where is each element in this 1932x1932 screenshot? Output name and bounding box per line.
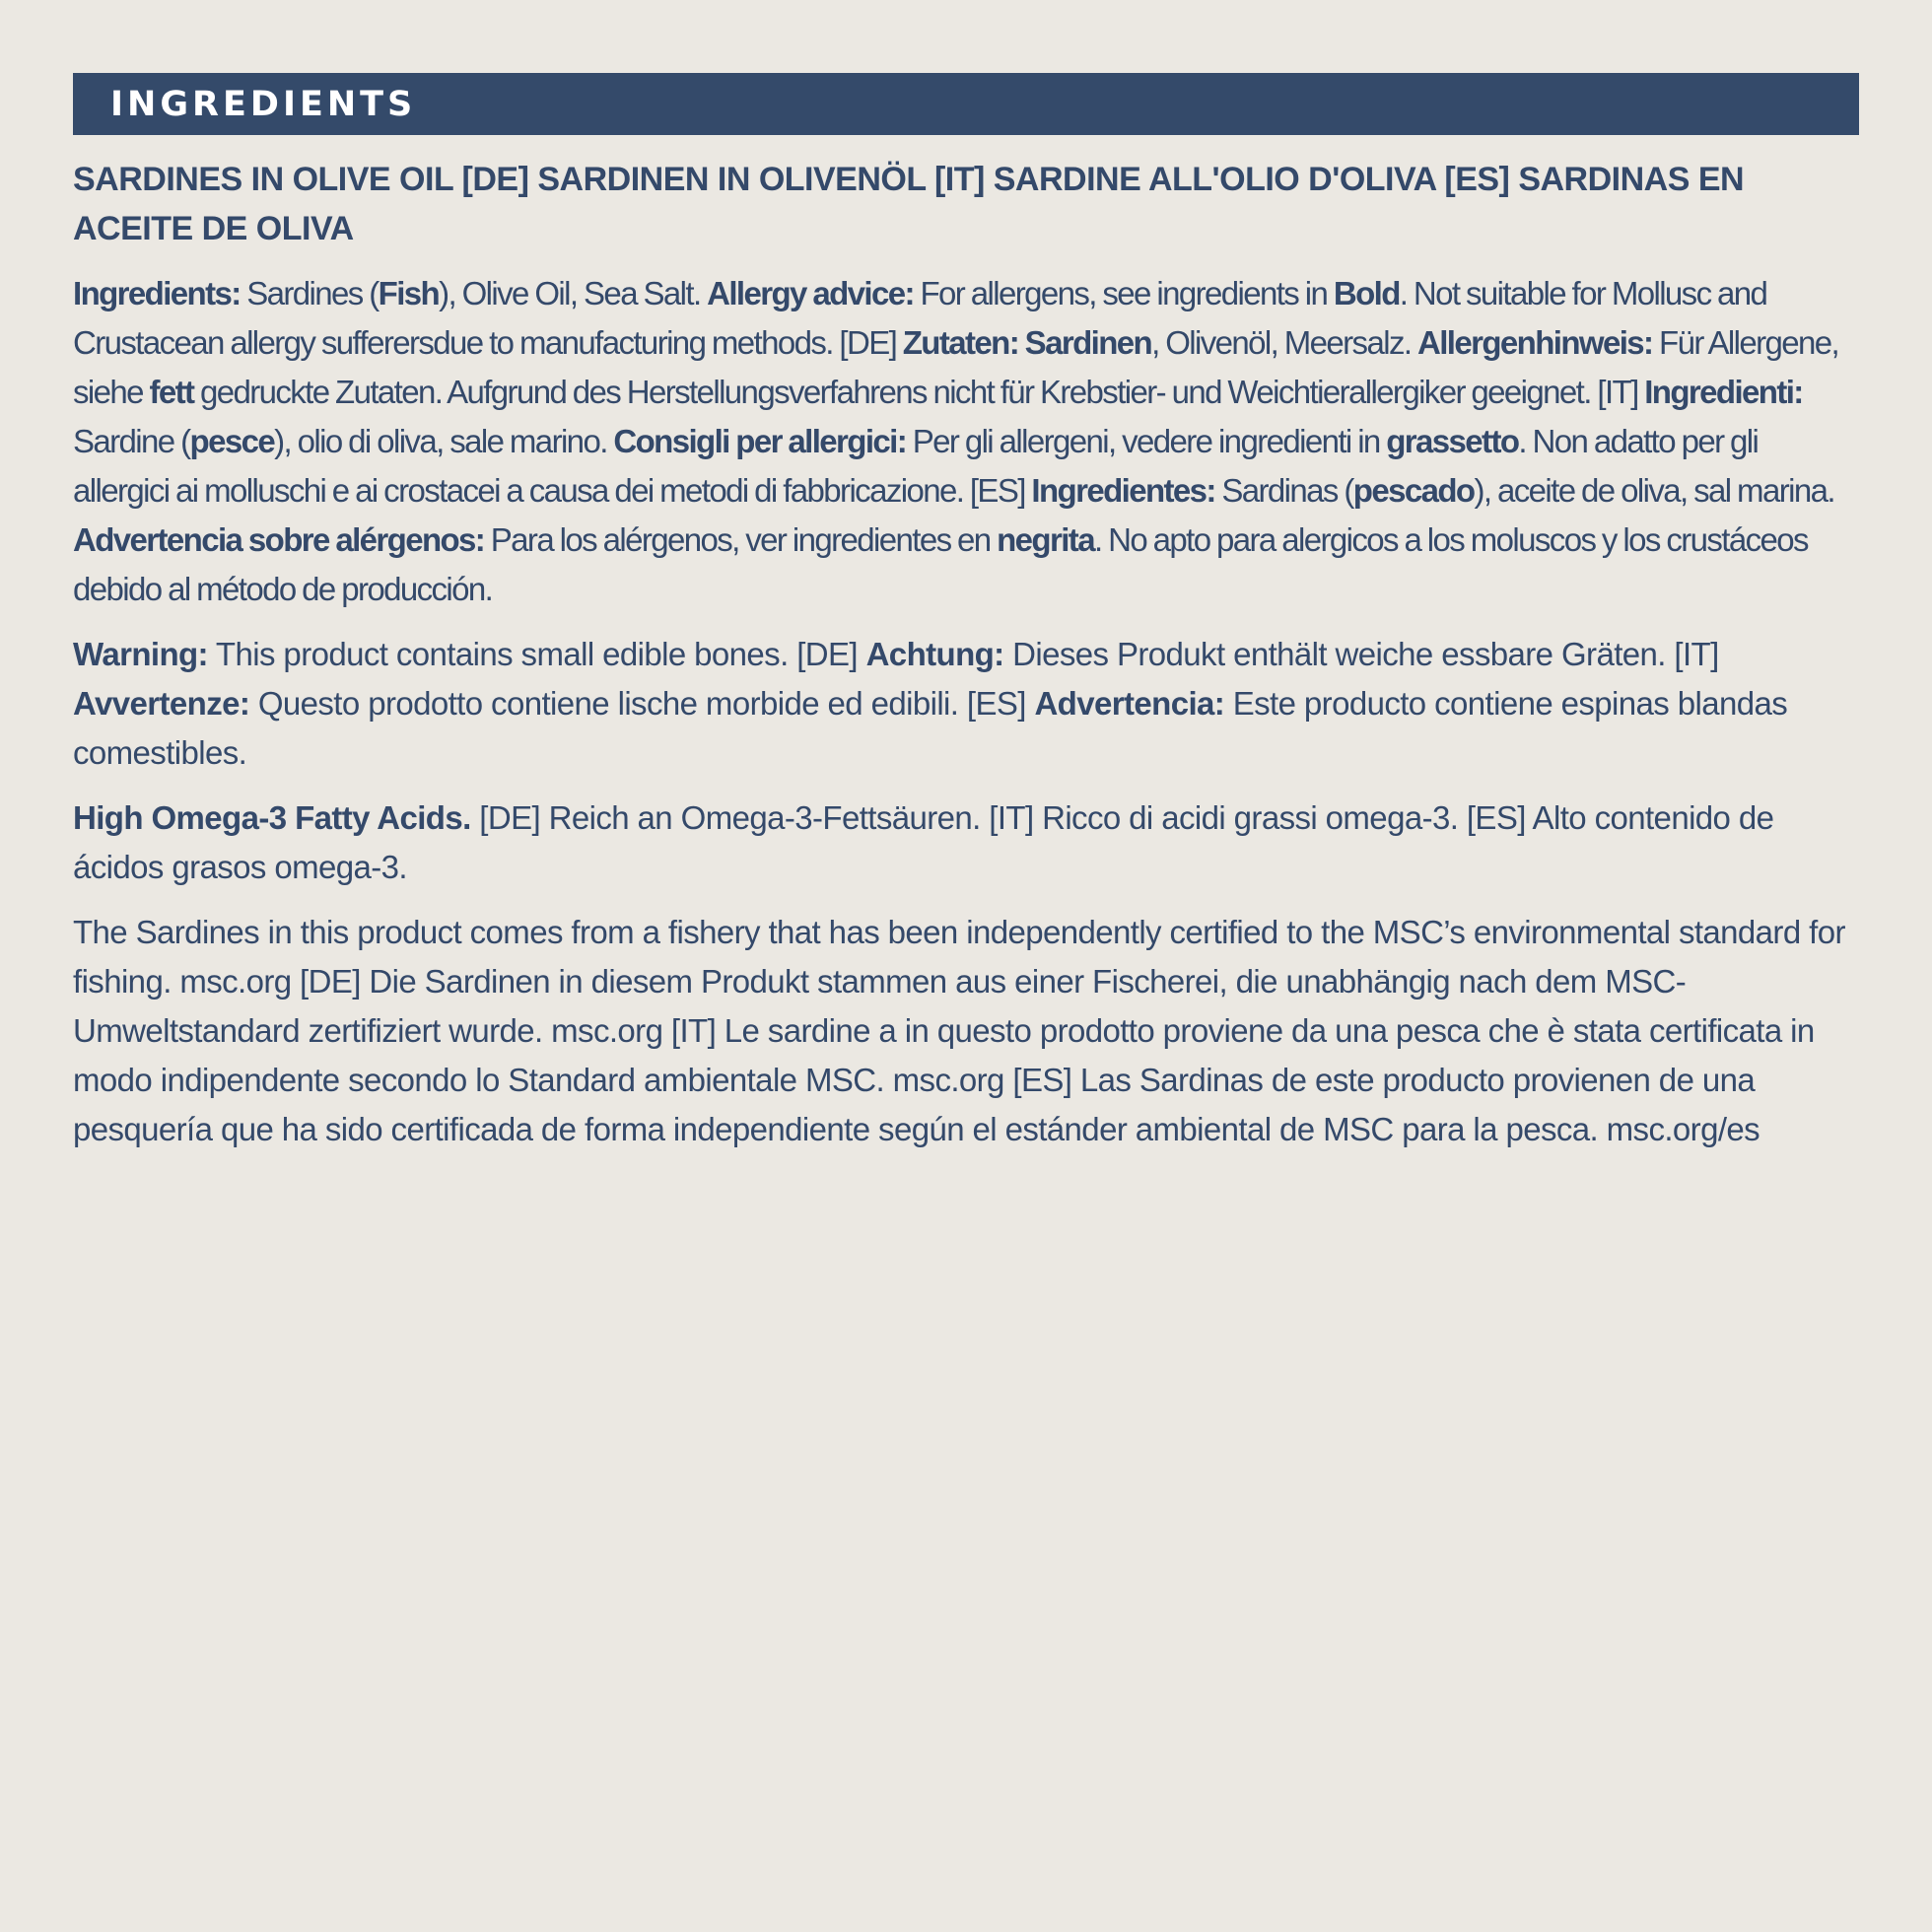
de-ingredients-text: , Olivenöl, Meersalz. [1151,324,1417,361]
omega-label: High Omega-3 Fatty Acids. [73,799,471,836]
en-ingredients-text: ), Olive Oil, Sea Salt. [439,275,708,311]
en-warning-text: This product contains small edible bones. [DE] [207,636,866,672]
es-warning-text: Este producto contiene espinas blandas comestibles. [73,685,1788,771]
it-warning-text: Questo prodotto contiene lische morbide ed edibili. [ES] [249,685,1035,722]
de-allergy-label: Allergenhinweis: [1416,324,1653,361]
en-allergy-text: . Not suitable for Mollusc and Crustacean allergy sufferersdue to manufacturing methods. [DE] [73,275,1767,361]
it-ingredients-text: ), olio di oliva, sale marino. [274,423,614,459]
de-bold-word: fett [149,374,194,410]
it-allergy-label: Consigli per allergici: [613,423,907,459]
en-ingredients-text: Sardines ( [240,275,379,311]
de-allergy-text: gedruckte Zutaten. Aufgrund des Herstellungsverfahrens nicht für Krebstier- und Weichtierallergiker geeignet. [IT] [193,374,1645,410]
es-allergen: pescado [1352,472,1475,509]
en-allergen: Fish [378,275,440,311]
de-ingredients-label: Zutaten: Sardinen [902,324,1152,361]
it-allergy-text: . Non adatto per gli allergici ai molluschi e ai crostacei a causa dei metodi di fabbricazione. [ES] [73,423,1759,509]
it-bold-word: grassetto [1386,423,1519,459]
product-title: SARDINES IN OLIVE OIL [DE] SARDINEN IN OLIVENÖL [IT] SARDINE ALL'OLIO D'OLIVA [ES] SARDINAS EN ACEITE DE OLIVA [73,161,1745,247]
it-ingredients-text: Sardine ( [73,423,190,459]
it-ingredients-label: Ingredienti: [1644,374,1803,410]
de-warning-text: Dieses Produkt enthält weiche essbare Gräten. [IT] [1003,636,1719,672]
es-ingredients-text: Sardinas ( [1214,472,1353,509]
es-warning-label: Advertencia: [1034,685,1225,722]
es-bold-word: negrita [997,521,1094,558]
section-header-bar [73,73,1859,135]
omega-text: [DE] Reich an Omega-3-Fettsäuren. [IT] Ricco di acidi grassi omega-3. [ES] Alto contenido de ácidos grasos omega-3. [73,799,1774,885]
it-warning-label: Avvertenze: [73,685,250,722]
warning-paragraph [73,630,1859,778]
omega-paragraph [73,794,1859,892]
it-allergen: pesce [189,423,275,459]
es-allergy-label: Advertencia sobre alérgenos: [73,521,485,558]
es-ingredients-text: ), aceite de oliva, sal marina. [1474,472,1834,509]
en-bold-word: Bold [1333,275,1400,311]
ingredients-paragraph [73,269,1859,614]
de-allergy-text: Für Allergene, siehe [73,324,1839,410]
es-allergy-text: Para los alérgenos, ver ingredientes en [484,521,998,558]
section-title: INGREDIENTS [110,84,417,124]
msc-paragraph: The Sardines in this product comes from a fishery that has been independently certified to the MSC’s environmental standard for fishing. msc.org [DE] Die Sardinen in diesem Produkt stammen aus einer Fischerei, die unabhängig nach dem MSC-Umweltstandard zertifiziert wurde. msc.org [IT] Le sardine a in questo prodotto proviene da una pesca che è stata certificata in modo indipendente secondo lo Standard ambientale MSC. msc.org [ES] Las Sardinas de este producto provienen de una pesquería que ha sido certificada de forma independiente según el estánder ambiental de MSC para la pesca. msc.org/es [73,914,1845,1147]
en-ingredients-label: Ingredients: [73,275,241,311]
ingredients-panel [73,73,1859,1154]
en-warning-label: Warning: [73,636,208,672]
es-ingredients-label: Ingredientes: [1031,472,1215,509]
en-allergy-label: Allergy advice: [707,275,914,311]
en-allergy-text: For allergens, see ingredients in [913,275,1334,311]
it-allergy-text: Per gli allergeni, vedere ingredienti in [906,423,1387,459]
es-allergy-text: . No apto para alergicos a los moluscos y los crustáceos debido al método de producción. [73,521,1808,607]
de-warning-label: Achtung: [865,636,1004,672]
